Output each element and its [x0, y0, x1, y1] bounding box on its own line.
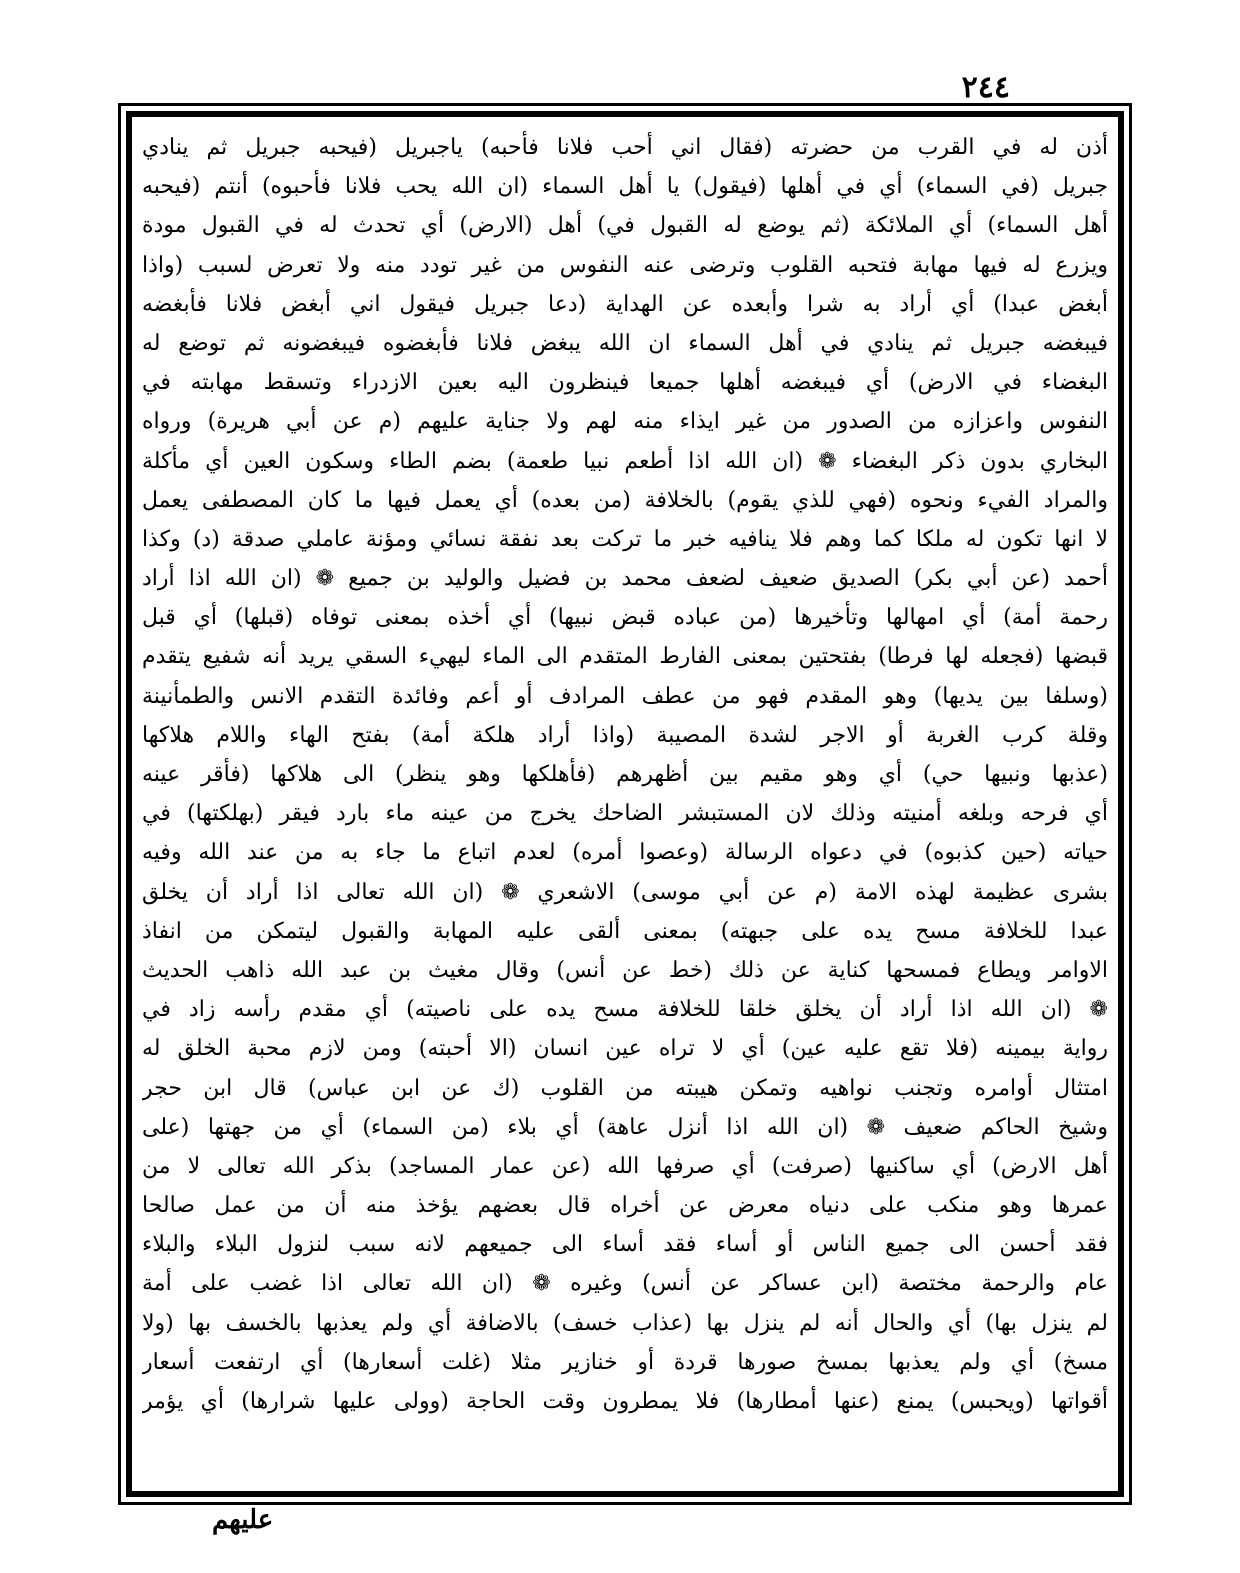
text-line: عام والرحمة مختصة (ابن عساكر عن أنس) وغيره ❁ (ان الله تعالى اذا غضب على أمة	[142, 1271, 1108, 1297]
page-number: ٢٤٤	[961, 70, 1010, 105]
text-line: أي فرحه وبلغه أمنيته وذلك لان المستبشر الضاحك يخرج من عينه ماء بارد فيقر (بهلكتها) في	[142, 801, 1108, 827]
text-line: النفوس واعزازه من الصدور من غير ايذاء منه لهم ولا جناية عليهم (م عن أبي هريرة) ورواه	[142, 409, 1108, 435]
text-line: جبريل (في السماء) أي في أهلها (فيقول) يا أهل السماء (ان الله يحب فلانا فأحبوه) أنتم (فيحبه	[142, 174, 1108, 200]
text-line: وقلة كرب الغربة أو الاجر لشدة المصيبة (واذا أراد هلكة أمة) بفتح الهاء واللام هلاكها	[142, 722, 1108, 748]
text-line: أهل الارض) أي ساكنيها (صرفت) أي صرفها الله (عن عمار المساجد) بذكر الله تعالى لا من	[142, 1153, 1108, 1179]
text-line: الاوامر ويطاع فمسحها كناية عن ذلك (خط عن أنس) وقال مغيث بن عبد الله ذاهب الحديث	[142, 957, 1108, 983]
text-line: فقد أحسن الى جميع الناس أو أساء فقد أساء الى جميعهم لانه سبب لنزول البلاء والبلاء	[142, 1232, 1108, 1258]
text-line: أبغض عبدا) أي أراد به شرا وأبعده عن الهداية (دعا جبريل فيقول اني أبغض فلانا فأبغضه	[142, 291, 1108, 317]
text-line: رحمة أمة) أي امهالها وتأخيرها (من عباده قبض نبيها) أي أخذه بمعنى توفاه (قبلها) أي قبل	[142, 605, 1108, 631]
text-line: أقواتها (ويحبس) يمنع (عنها أمطارها) فلا يمطرون وقت الحاجة (وولى عليها شرارها) أي يؤمر	[142, 1389, 1108, 1414]
text-body	[142, 128, 1108, 1488]
text-line: (عذبها ونبيها حي) أي وهو مقيم بين أظهرهم (فأهلكها وهو ينظر) الى هلاكها (فأقر عينه	[142, 762, 1108, 787]
text-line: البخاري بدون ذكر البغضاء ❁ (ان الله اذا أطعم نبيا طعمة) بضم الطاء وسكون العين أي مأكلة	[142, 448, 1108, 474]
text-line: لم ينزل بها) أي والحال أنه لم ينزل بها (عذاب خسف) بالاضافة أي ولم يعذبها بالخسف بها (ولا	[142, 1310, 1108, 1336]
text-line: عبدا للخلافة مسح يده على جبهته) بمعنى ألقى عليه المهابة والقبول ليتمكن من انفاذ	[142, 918, 1108, 944]
text-line: البغضاء في الارض) أي فيبغضه أهلها جميعا فينظرون اليه بعين الازدراء وتسقط مهابته في	[142, 370, 1108, 396]
text-line: وشيخ الحاكم ضعيف ❁ (ان الله اذا أنزل عاهة) أي بلاء (من السماء) أي من جهتها (على	[142, 1114, 1108, 1140]
text-line: أذن له في القرب من حضرته (فقال اني أحب فلانا فأحبه) ياجبريل (فيحبه جبريل ثم ينادي	[142, 135, 1108, 160]
catchword: عليهم	[212, 1505, 274, 1535]
text-line: رواية بيمينه (فلا تقع عليه عين) أي لا تراه عين انسان (الا أحبته) ومن لازم محبة الخلق له	[142, 1036, 1108, 1062]
text-line: أحمد (عن أبي بكر) الصديق ضعيف لضعف محمد بن فضيل والوليد بن جميع ❁ (ان الله اذا أراد	[142, 566, 1108, 592]
text-line: لا انها تكون له ملكا كما وهم فلا ينافيه خبر ما تركت بعد نفقة نسائي ومؤنة عاملي صدقة (د) وكذا	[142, 526, 1108, 552]
text-line: ويزرع له فيها مهابة فتحبه القلوب وترضى عنه النفوس من غير تودد منه ولا تعرض لسبب (واذا	[142, 252, 1108, 278]
text-line: أهل السماء) أي الملائكة (ثم يوضع له القبول في) أهل (الارض) أي تحدث له في القبول مودة	[142, 213, 1108, 239]
text-line: قبضها (فجعله لها فرطا) بفتحتين بمعنى الفارط المتقدم الى الماء ليهيء السقي يريد أنه شفيع يتقدم	[142, 644, 1108, 670]
text-line: والمراد الفيء ونحوه (فهي للذي يقوم) بالخلافة (من بعده) أي يعمل فيها ما كان المصطفى يعمل	[142, 487, 1108, 513]
text-line: (وسلفا بين يديها) وهو المقدم فهو من عطف المرادف أو أعم وفائدة التقدم الانس والطمأنينة	[142, 683, 1108, 709]
text-line: امتثال أوامره وتجنب نواهيه وتمكن هيبته من القلوب (ك عن ابن عباس) قال ابن حجر	[142, 1075, 1108, 1101]
text-line: عمرها وهو منكب على دنياه معرض عن أخراه قال بعضهم يؤخذ منه أن من عمل صالحا	[142, 1193, 1108, 1219]
text-line: ❁ (ان الله اذا أراد أن يخلق خلقا للخلافة مسح يده على ناصيته) أي مقدم رأسه زاد في	[142, 997, 1108, 1023]
text-line: مسخ) أي ولم يعذبها بمسخ صورها قردة أو خنازير مثلا (غلت أسعارها) أي ارتفعت أسعار	[142, 1349, 1108, 1375]
text-line: فيبغضه جبريل ثم ينادي في أهل السماء ان الله يبغض فلانا فأبغضوه فيبغضونه ثم توضع له	[142, 330, 1108, 356]
text-line: حياته (حين كذبوه) في دعواه الرسالة (وعصوا أمره) لعدم اتباع ما جاء به من عند الله وفيه	[142, 840, 1108, 866]
text-line: بشرى عظيمة لهذه الامة (م عن أبي موسى) الاشعري ❁ (ان الله تعالى اذا أراد أن يخلق	[142, 879, 1108, 905]
